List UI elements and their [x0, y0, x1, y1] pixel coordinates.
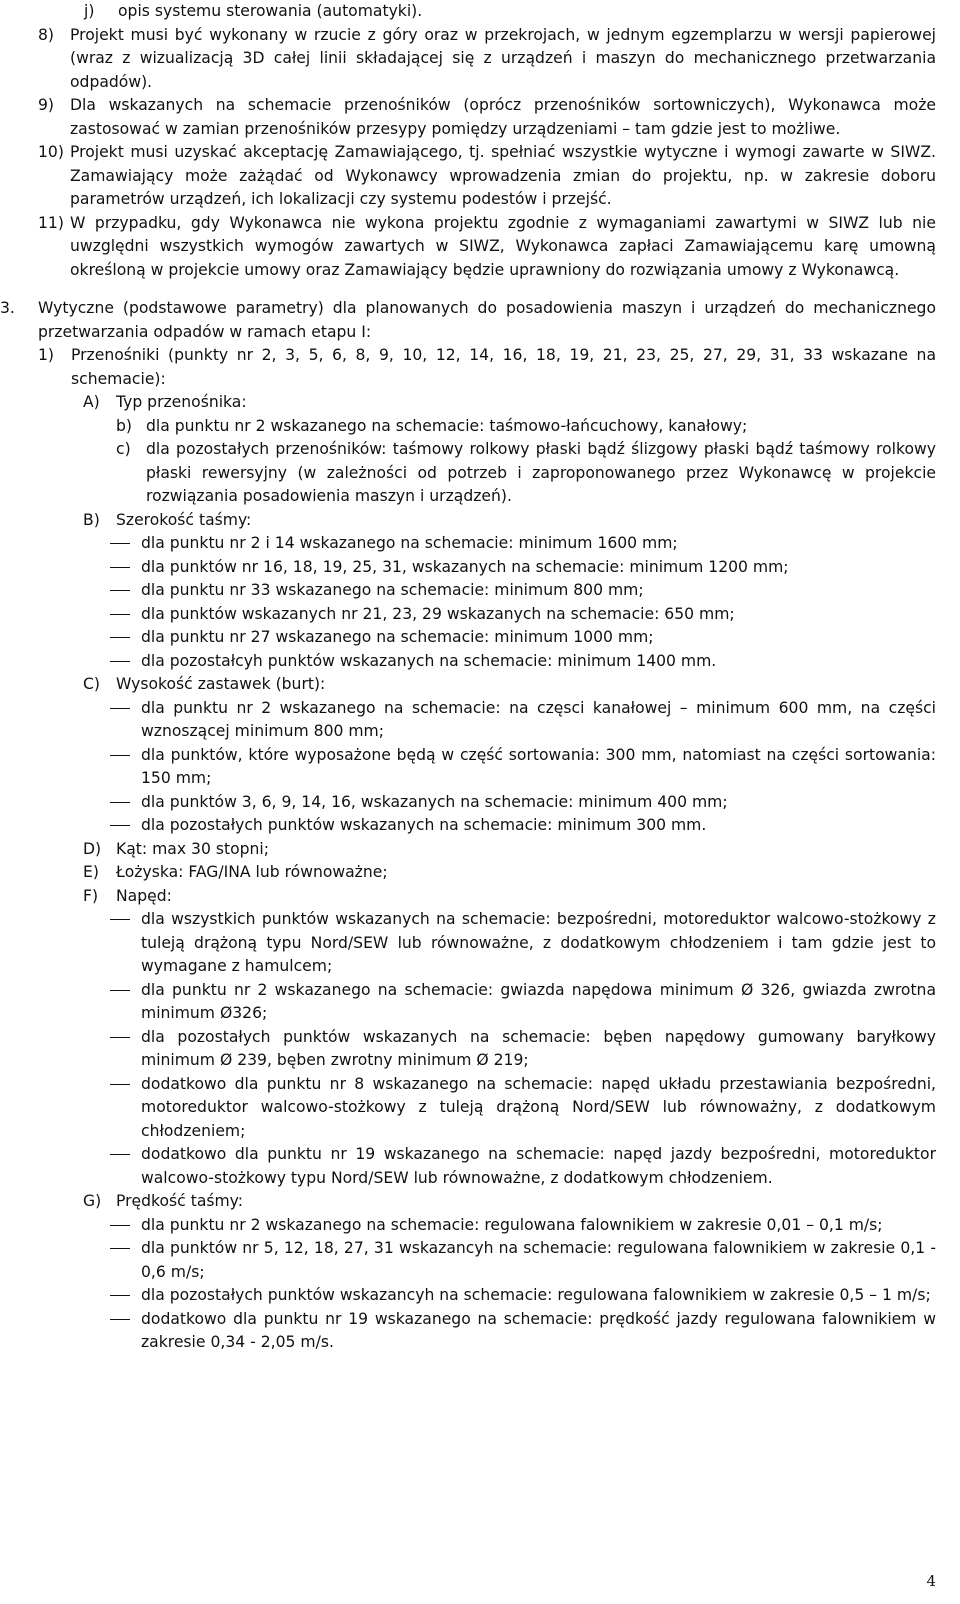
- item-text: dla pozostałych punktów wskazancyh na schemacie: regulowana falownikiem w zakresie 0,5 – 1 m/s;: [141, 1286, 931, 1304]
- dash-bullet: [108, 1073, 141, 1144]
- item-text: dla punktów wskazanych nr 21, 23, 29 wskazanych na schemacie: 650 mm;: [141, 604, 735, 623]
- list-item-9: [38, 94, 936, 141]
- dash-bullet: [108, 1143, 141, 1190]
- category-e: [83, 861, 936, 885]
- category-g: [83, 1190, 936, 1214]
- dash-bullet: [108, 744, 141, 791]
- dash-bullet: [108, 650, 141, 674]
- category-title: Typ przenośnika:: [116, 393, 247, 411]
- item-text: Przenośniki (punkty nr 2, 3, 5, 6, 8, 9, 10, 12, 14, 16, 18, 19, 21, 23, 25, 27, 29, 31, 33 wskazane na schemacie):: [71, 346, 936, 388]
- category-label: E): [83, 863, 99, 881]
- dash-bullet: [108, 1284, 141, 1308]
- category-a-item-b: [116, 415, 936, 439]
- section-3-item-1: [38, 344, 936, 391]
- category-title: Wysokość zastawek (burt):: [116, 675, 326, 693]
- list-item: [108, 791, 936, 815]
- section-3: [0, 297, 936, 344]
- category-label: C): [83, 675, 100, 693]
- category-a: [83, 391, 936, 415]
- dash-bullet: [108, 814, 141, 838]
- category-label: B): [83, 510, 100, 529]
- dash-bullet: [108, 1026, 141, 1073]
- category-b: [83, 509, 936, 533]
- category-a-item-c: [116, 438, 936, 509]
- category-title: Prędkość taśmy:: [116, 1192, 244, 1210]
- list-item: [108, 579, 936, 603]
- item-label: c): [116, 440, 131, 458]
- dash-bullet: [108, 532, 141, 556]
- item-label: j): [84, 2, 95, 20]
- dash-bullet: [108, 1214, 141, 1238]
- item-text: dodatkowo dla punktu nr 8 wskazanego na schemacie: napęd układu przestawiania bezpośredni, motoreduktor walcowo-stożkowy z tuleją drążoną Nord/SEW lub równoważny, z dodatkowym chłodzeniem;: [141, 1074, 936, 1140]
- item-label: 11): [38, 213, 64, 232]
- list-item: [108, 556, 936, 580]
- dash-bullet: [108, 1237, 141, 1284]
- item-text: dla punktu nr 2 wskazanego na schemacie: regulowana falownikiem w zakresie 0,01 – 0,1 m/s;: [141, 1215, 883, 1234]
- list-item: [108, 908, 936, 979]
- list-item: [108, 814, 936, 838]
- category-label: D): [83, 839, 102, 858]
- item-text: dla punktu nr 2 i 14 wskazanego na schemacie: minimum 1600 mm;: [141, 534, 678, 552]
- list-item: [108, 1143, 936, 1190]
- category-f: [83, 885, 936, 909]
- item-text: Projekt musi być wykonany w rzucie z góry oraz w przekrojach, w jednym egzemplarzu w wersji papierowej (wraz z wizualizacją 3D całej linii składającej się z urządzeń i maszyn do mechanicznego przetwarzania odpadów).: [70, 25, 936, 91]
- item-text: dla punktu nr 2 wskazanego na schemacie: taśmowo-łańcuchowy, kanałowy;: [146, 416, 748, 435]
- list-item: [108, 1073, 936, 1144]
- item-text: dla wszystkich punktów wskazanych na schemacie: bezpośredni, motoreduktor walcowo-stożkowy z tuleją drążoną typu Nord/SEW lub równoważne, z dodatkowym chłodzeniem i tam gdzie jest to wymagane z hamulcem;: [141, 910, 936, 975]
- item-label: 10): [38, 143, 64, 161]
- item-text: dla punktu nr 2 wskazanego na schemacie: gwiazda napędowa minimum Ø 326, gwiazda zwrotna minimum Ø326;: [141, 980, 936, 1022]
- section-text: Wytyczne (podstawowe parametry) dla planowanych do posadowienia maszyn i urządzeń do mechanicznego przetwarzania odpadów w ramach etapu I:: [38, 299, 936, 341]
- item-text: opis systemu sterowania (automatyki).: [118, 2, 423, 20]
- item-text: dla punktu nr 27 wskazanego na schemacie: minimum 1000 mm;: [141, 628, 654, 646]
- list-item: [108, 1026, 936, 1073]
- dash-bullet: [108, 579, 141, 603]
- category-title: Szerokość taśmy:: [116, 510, 252, 529]
- list-item: [108, 744, 936, 791]
- dash-bullet: [108, 603, 141, 627]
- page-number: 4: [926, 1572, 936, 1590]
- item-label: b): [116, 416, 132, 435]
- item-label: 1): [38, 346, 55, 364]
- list-item-j: [38, 0, 936, 24]
- list-item: [108, 650, 936, 674]
- dash-bullet: [108, 556, 141, 580]
- list-item-10: [38, 141, 936, 212]
- item-label: 8): [38, 25, 55, 44]
- item-text: dla pozostałych przenośników: taśmowy rolkowy płaski bądź ślizgowy płaski bądź taśmowy rolkowy płaski rewersyjny (w zależności od potrzeb i zaproponowanego przez Wykonawcę w projekcie rozwiązania posadowienia maszyn i urządzeń).: [146, 440, 936, 505]
- category-b-list: [108, 532, 936, 673]
- item-text: dla pozostałych punktów wskazanych na schemacie: bęben napędowy gumowany baryłkowy minimum Ø 239, bęben zwrotny minimum Ø 219;: [141, 1027, 936, 1069]
- category-f-list: [108, 908, 936, 1190]
- list-item: [108, 1237, 936, 1284]
- category-d: [83, 838, 936, 862]
- list-item: [108, 1308, 936, 1355]
- item-text: dla punktów nr 16, 18, 19, 25, 31, wskazanych na schemacie: minimum 1200 mm;: [141, 557, 789, 576]
- item-text: dla punktów, które wyposażone będą w część sortowania: 300 mm, natomiast na części sortowania: 150 mm;: [141, 745, 936, 787]
- item-text: dla punktów 3, 6, 9, 14, 16, wskazanych na schemacie: minimum 400 mm;: [141, 792, 728, 811]
- item-text: Dla wskazanych na schemacie przenośników (oprócz przenośników sortowniczych), Wykonawca może zastosować w zamian przenośników przesypy pomiędzy urządzeniami – tam gdzie jest to możliwe.: [70, 96, 936, 138]
- dash-bullet: [108, 697, 141, 744]
- item-text: W przypadku, gdy Wykonawca nie wykona projektu zgodnie z wymaganiami zawartymi w SIWZ lub nie uwzględni wszystkich wymogów zawartych w SIWZ, Wykonawca zapłaci Zamawiającemu karę umowną określoną w projekcie umowy oraz Zamawiający będzie uprawniony do rozwiązania umowy z Wykonawcą.: [70, 213, 936, 279]
- dash-bullet: [108, 626, 141, 650]
- list-item: [108, 603, 936, 627]
- category-title: Łożyska: FAG/INA lub równoważne;: [116, 863, 388, 881]
- category-title: Kąt: max 30 stopni;: [116, 839, 269, 858]
- list-item: [108, 979, 936, 1026]
- item-label: 9): [38, 96, 55, 114]
- list-item: [108, 1284, 936, 1308]
- item-text: dla punktu nr 33 wskazanego na schemacie: minimum 800 mm;: [141, 581, 644, 599]
- dash-bullet: [108, 791, 141, 815]
- list-item: [108, 697, 936, 744]
- item-text: dla pozostałcyh punktów wskazanych na schemacie: minimum 1400 mm.: [141, 651, 717, 670]
- category-title: Napęd:: [116, 886, 172, 905]
- dash-bullet: [108, 1308, 141, 1355]
- list-item: [108, 532, 936, 556]
- section-label: 3.: [0, 299, 15, 317]
- category-label: A): [83, 393, 100, 411]
- category-label: G): [83, 1192, 102, 1210]
- item-text: dla punktu nr 2 wskazanego na schemacie: na częsci kanałowej – minimum 600 mm, na części wznoszącej minimum 800 mm;: [141, 698, 936, 740]
- category-c-list: [108, 697, 936, 838]
- item-text: dodatkowo dla punktu nr 19 wskazanego na schemacie: prędkość jazdy regulowana falownikiem w zakresie 0,34 - 2,05 m/s.: [141, 1309, 936, 1351]
- item-text: Projekt musi uzyskać akceptację Zamawiającego, tj. spełniać wszystkie wytyczne i wymogi zawarte w SIWZ. Zamawiający może zażądać od Wykonawcy wprowadzenia zmian do projektu, np. w zakresie doboru parametrów urządzeń, ich lokalizacji czy systemu podestów i przejść.: [70, 143, 936, 208]
- category-label: F): [83, 886, 99, 905]
- dash-bullet: [108, 908, 141, 979]
- category-g-list: [108, 1214, 936, 1355]
- list-item: [108, 626, 936, 650]
- item-text: dla pozostałych punktów wskazanych na schemacie: minimum 300 mm.: [141, 816, 707, 834]
- dash-bullet: [108, 979, 141, 1026]
- list-item: [108, 1214, 936, 1238]
- item-text: dla punktów nr 5, 12, 18, 27, 31 wskazancyh na schemacie: regulowana falownikiem w zakresie 0,1 - 0,6 m/s;: [141, 1239, 936, 1281]
- item-text: dodatkowo dla punktu nr 19 wskazanego na schemacie: napęd jazdy bezpośredni, motoreduktor walcowo-stożkowy typu Nord/SEW lub równoważne, z dodatkowym chłodzeniem.: [141, 1145, 936, 1187]
- list-item-8: [38, 24, 936, 95]
- category-c: [83, 673, 936, 697]
- list-item-11: [38, 212, 936, 283]
